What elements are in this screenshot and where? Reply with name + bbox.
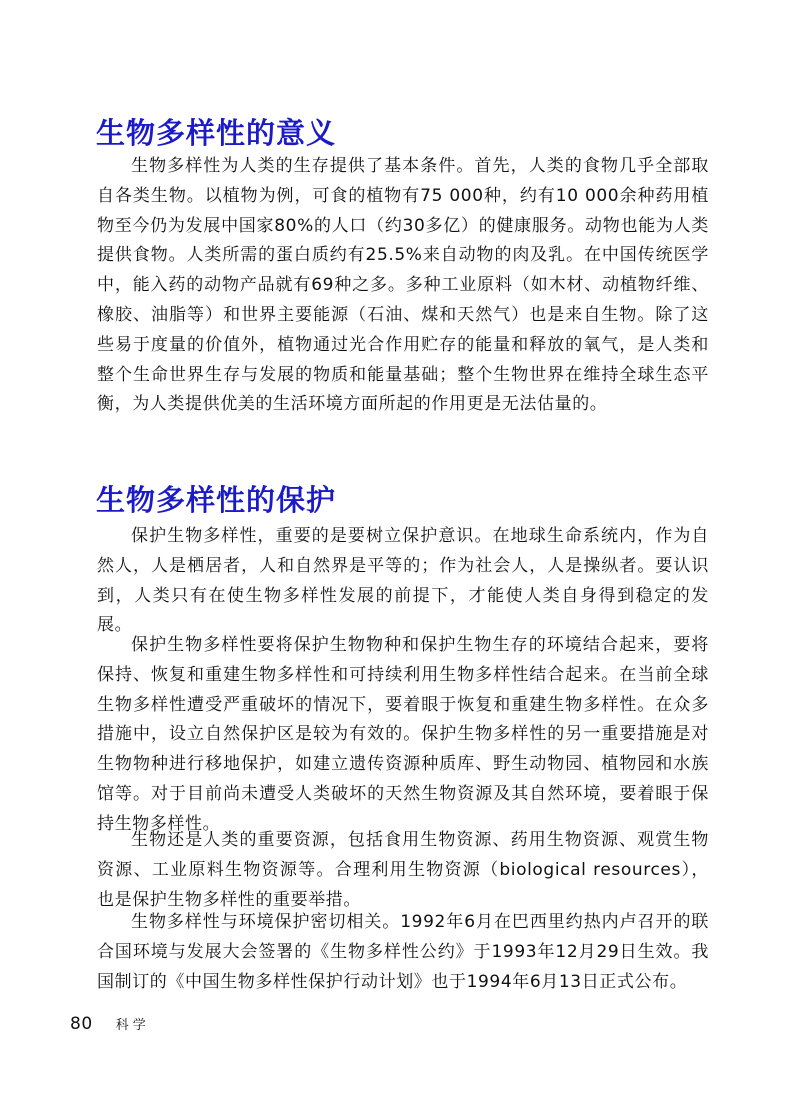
paragraph-protection-measures: 保护生物多样性要将保护生物物种和保护生物生存的环境结合起来，要将保持、恢复和重建生物多样性和可持续利用生物多样性结合起来。在当前全球生物多样性遭受严重破坏的情况下，要着眼于恢复和重建生物多样性。在众多措施中，设立自然保护区是较为有效的。保护生物多样性的另一重要措施是对生物物种进行移地保护，如建立遗传资源种质库、野生动物园、植物园和水族馆等。对于目前尚未遭受人类破坏的天然生物资源及其自然环境，要着眼于保持生物多样性。 (97, 635, 709, 834)
section-heading-significance: 生物多样性的意义 (96, 116, 337, 150)
section-heading-protection: 生物多样性的保护 (96, 483, 337, 517)
paragraph-convention: 生物多样性与环境保护密切相关。1992年6月在巴西里约热内卢召开的联合国环境与发展大会签署的《生物多样性公约》于1993年12月29日生效。我国制订的《中国生物多样性保护行动计划》也于1994年6月13日正式公布。 (97, 912, 709, 992)
paragraph-biological-resources: 生物还是人类的重要资源，包括食用生物资源、药用生物资源、观赏生物资源、工业原料生物资源等。合理利用生物资源（biological resources），也是保护生物多样性的重要举措。 (97, 830, 709, 910)
subject-label: 科学 (115, 1018, 150, 1033)
page-number: 80 (70, 1014, 93, 1034)
paragraph-protection-awareness: 保护生物多样性，重要的是要树立保护意识。在地球生命系统内，作为自然人，人是栖居者，人和自然界是平等的；作为社会人，人是操纵者。要认识到，人类只有在使生物多样性发展的前提下，才能使人类自身得到稳定的发展。 (97, 526, 709, 636)
paragraph-significance: 生物多样性为人类的生存提供了基本条件。首先，人类的食物几乎全部取自各类生物。以植物为例，可食的植物有75 000种，约有10 000余种药用植物至今仍为发展中国家80%的人口（约30多亿）的健康服务。动物也能为人类提供食物。人类所需的蛋白质约有25.5%来自动物的肉及乳。在中国传统医学中，能入药的动物产品就有69种之多。多种工业原料（如木材、动植物纤维、橡胶、油脂等）和世界主要能源（石油、煤和天然气）也是来自生物。除了这些易于度量的价值外，植物通过光合作用贮存的能量和释放的氧气，是人类和整个生命世界生存与发展的物质和能量基础；整个生物世界在维持全球生态平衡，为人类提供优美的生活环境方面所起的作用更是无法估量的。 (97, 156, 709, 415)
page-footer (70, 1014, 150, 1034)
